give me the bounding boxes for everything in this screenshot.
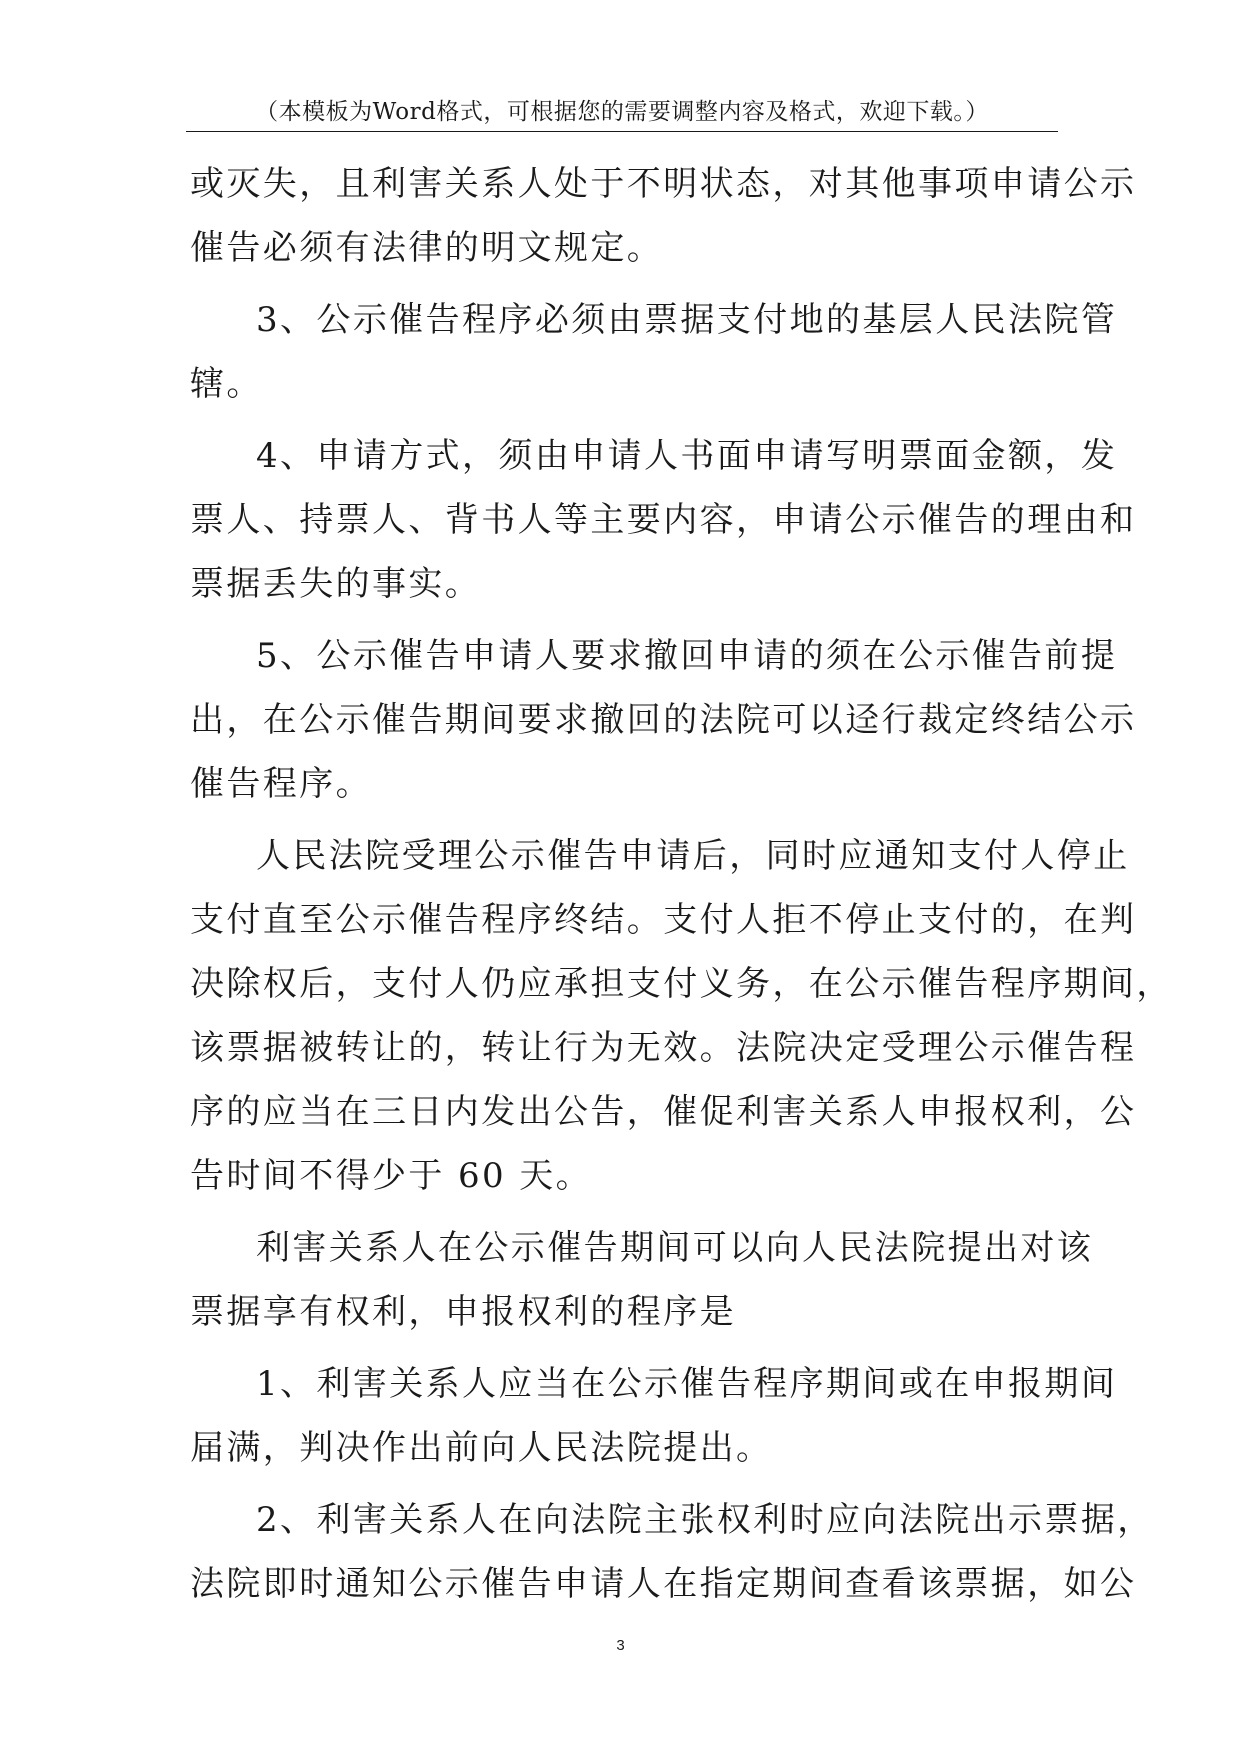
body-line: 序的应当在三日内发出公告，催促利害关系人申报权利，公 — [190, 1092, 1137, 1132]
body-line: 票据享有权利，申报权利的程序是 — [190, 1292, 736, 1332]
body-line: 催告程序。 — [190, 764, 372, 804]
page-number: 3 — [616, 1637, 625, 1654]
body-line: 该票据被转让的，转让行为无效。法院决定受理公示催告程 — [190, 1028, 1137, 1068]
body-line: 利害关系人在公示催告期间可以向人民法院提出对该 — [256, 1228, 1094, 1268]
body-line: 法院即时通知公示催告申请人在指定期间查看该票据，如公 — [190, 1564, 1137, 1604]
body-line: 1、利害关系人应当在公示催告程序期间或在申报期间 — [256, 1364, 1118, 1404]
body-line: 催告必须有法律的明文规定。 — [190, 228, 664, 268]
body-line: 2、利害关系人在向法院主张权利时应向法院出示票据， — [256, 1500, 1154, 1540]
body-line: 届满，判决作出前向人民法院提出。 — [190, 1428, 773, 1468]
body-line: 出，在公示催告期间要求撤回的法院可以迳行裁定终结公示 — [190, 700, 1137, 740]
body-line: 5、公示催告申请人要求撤回申请的须在公示催告前提 — [256, 636, 1118, 676]
template-header-note: （本模板为Word格式，可根据您的需要调整内容及格式，欢迎下载。） — [255, 99, 989, 125]
body-line: 票人、持票人、背书人等主要内容，申请公示催告的理由和 — [190, 500, 1137, 540]
body-line: 支付直至公示催告程序终结。支付人拒不停止支付的，在判 — [190, 900, 1137, 940]
body-line: 4、申请方式，须由申请人书面申请写明票面金额，发 — [256, 436, 1118, 476]
body-line: 票据丢失的事实。 — [190, 564, 482, 604]
header-divider — [186, 131, 1058, 132]
body-line: 人民法院受理公示催告申请后，同时应通知支付人停止 — [256, 836, 1130, 876]
body-line: 辖。 — [190, 364, 263, 404]
document-body — [190, 152, 1173, 1616]
body-line: 决除权后，支付人仍应承担支付义务，在公示催告程序期间， — [190, 964, 1173, 1004]
body-line: 3、公示催告程序必须由票据支付地的基层人民法院管 — [256, 300, 1118, 340]
body-line: 或灭失，且利害关系人处于不明状态，对其他事项申请公示 — [190, 164, 1137, 204]
body-line: 告时间不得少于 60 天。 — [190, 1156, 593, 1196]
